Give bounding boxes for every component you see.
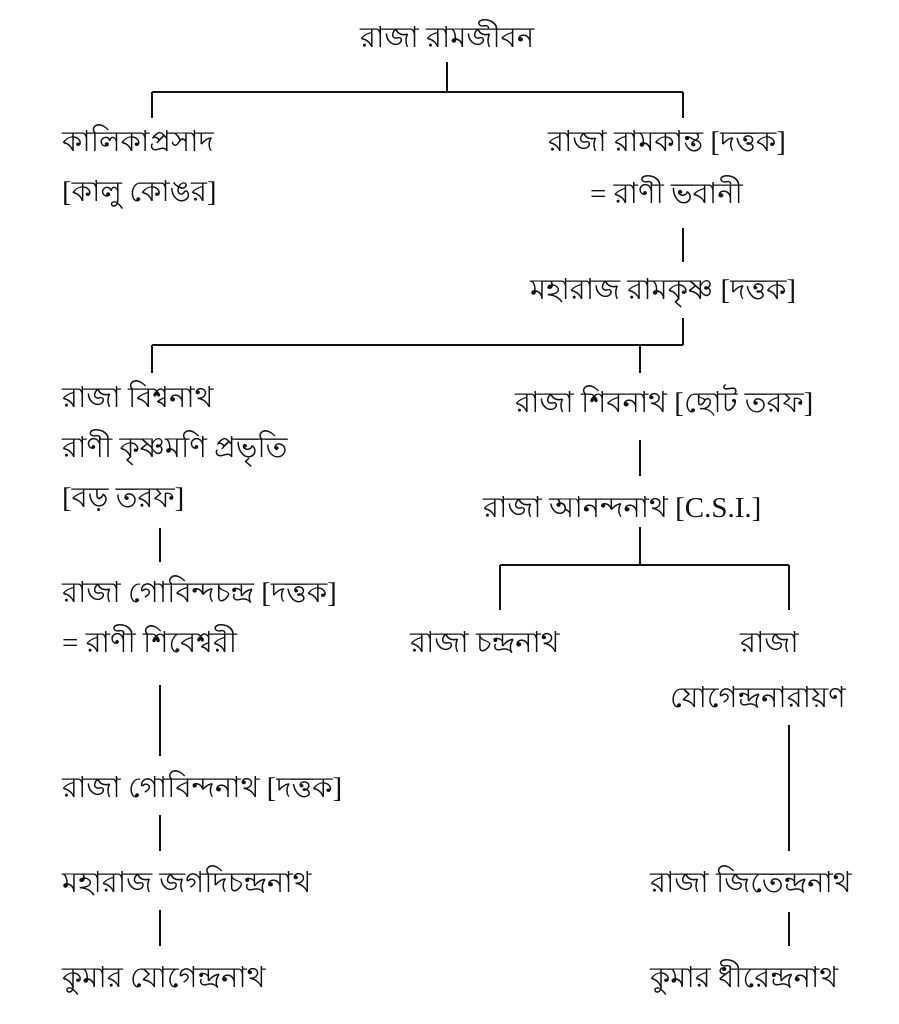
node-gobindanath: রাজা গোবিন্দনাথ [দত্তক] bbox=[62, 772, 343, 804]
ramkrishna-connector bbox=[152, 318, 683, 373]
node-ramjiban: রাজা রামজীবন bbox=[360, 22, 535, 54]
node-kalikaprasad: কালিকাপ্রসাদ bbox=[62, 126, 214, 158]
node-krishnamoni: রাণী কৃষ্ণমণি প্রভৃতি bbox=[62, 432, 288, 464]
anandanath-connector bbox=[500, 527, 789, 610]
node-bara-taraf: [বড় তরফ] bbox=[62, 482, 185, 514]
node-kumar-jogendranath: কুমার যোগেন্দ্রনাথ bbox=[62, 962, 266, 994]
node-rani-shibeshwari: = রাণী শিবেশ্বরী bbox=[62, 627, 238, 659]
node-kumar-dhirendranath: কুমার ধীরেন্দ্রনাথ bbox=[650, 962, 839, 994]
node-shibnath: রাজা শিবনাথ [ছোট তরফ] bbox=[515, 387, 814, 419]
node-jogendranarayan: যোগেন্দ্রনারায়ণ bbox=[670, 682, 846, 714]
node-bishwanath: রাজা বিশ্বনাথ bbox=[62, 382, 214, 414]
node-rani-bhabani: = রাণী ভবানী bbox=[590, 178, 743, 210]
node-jagadichandranath: মহারাজ জগদিচন্দ্রনাথ bbox=[62, 867, 312, 899]
node-ramkrishna: মহারাজ রামকৃষ্ণ [দত্তক] bbox=[530, 274, 797, 306]
node-jogendranarayan-title: রাজা bbox=[740, 627, 799, 659]
node-gobindachandra: রাজা গোবিন্দচন্দ্র [দত্তক] bbox=[62, 577, 337, 609]
node-ramkanta: রাজা রামকান্ত [দত্তক] bbox=[548, 126, 786, 158]
node-kalikaprasad-alias: [কালু কোঙর] bbox=[62, 176, 217, 208]
root-connector bbox=[152, 62, 683, 118]
node-chandranath: রাজা চন্দ্রনাথ bbox=[410, 627, 560, 659]
node-jitendranath: রাজা জিতেন্দ্রনাথ bbox=[650, 867, 852, 899]
node-anandanath: রাজা আনন্দনাথ [C.S.I.] bbox=[483, 492, 762, 524]
